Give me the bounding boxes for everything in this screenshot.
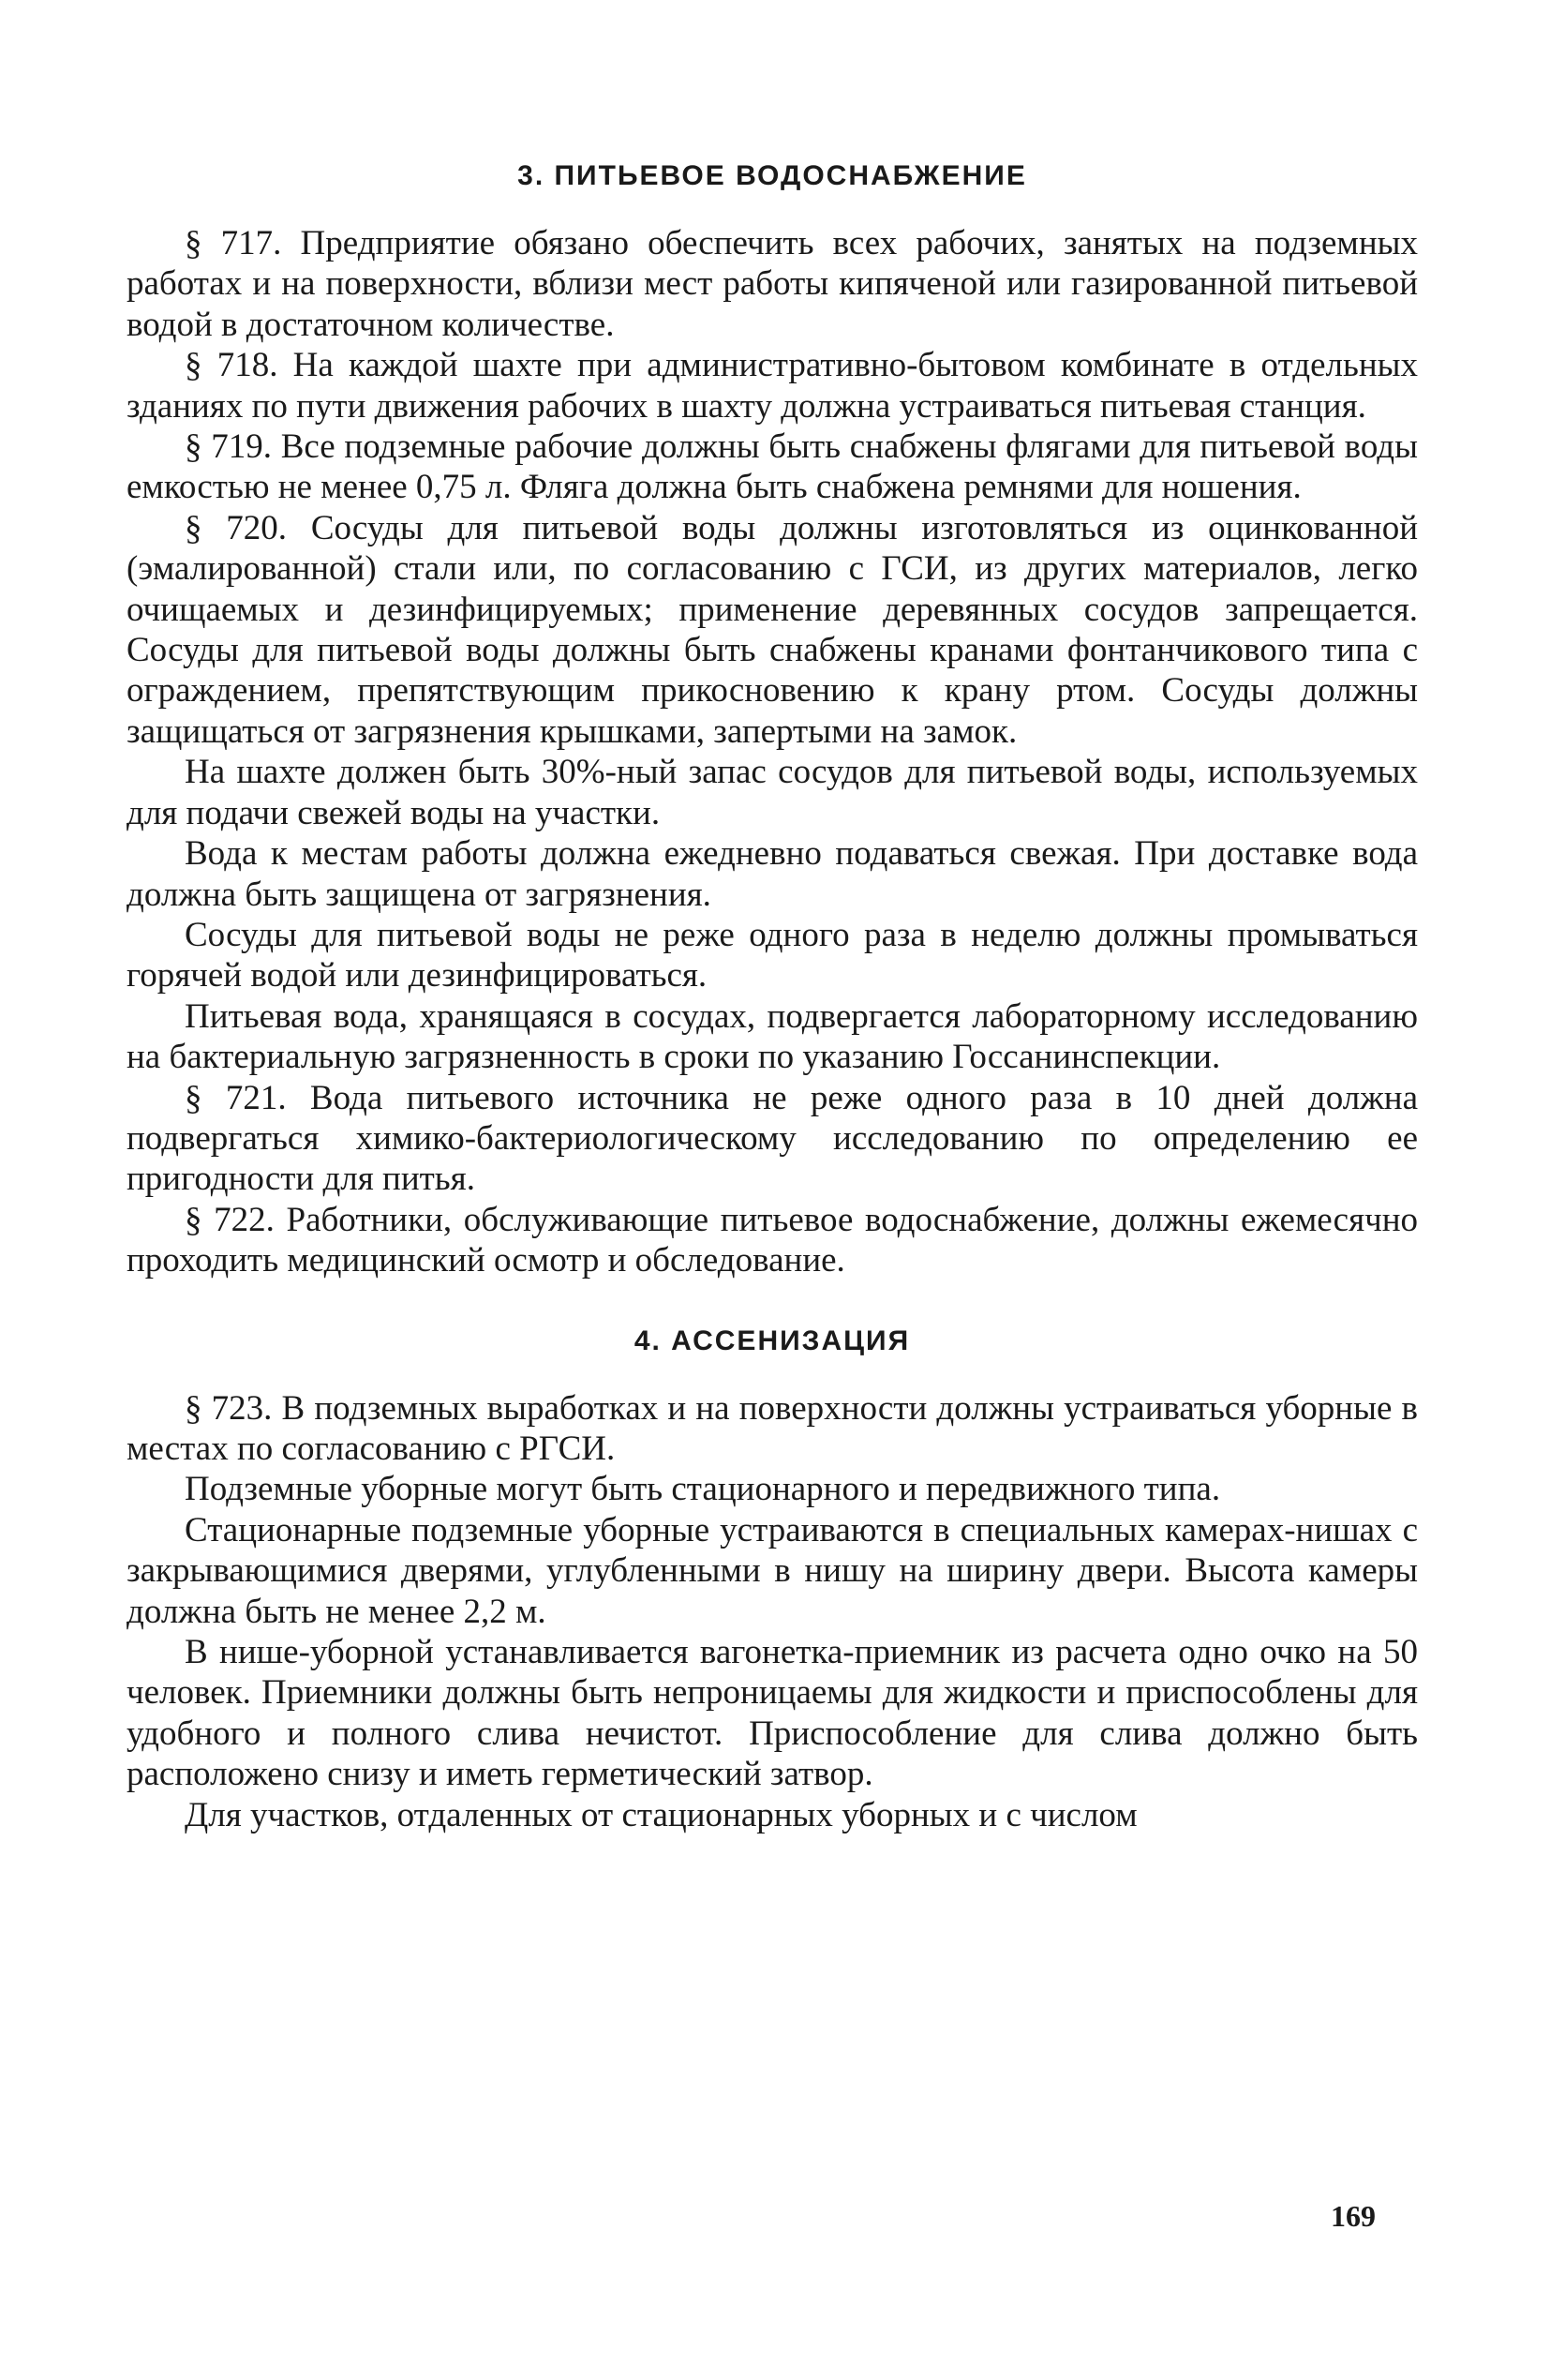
- paragraph-720-washing: Сосуды для питьевой воды не реже одного раза в неделю должны промываться горячей водой или дезинфицироваться.: [127, 915, 1418, 995]
- paragraph-718: § 718. На каждой шахте при административно-бытовом комбинате в отдельных зданиях по пути движения рабочих в шахту должна устраиваться питьевая станция.: [127, 346, 1418, 426]
- paragraph-717: § 717. Предприятие обязано обеспечить всех рабочих, занятых на подземных работах и на поверхности, вблизи мест работы кипяченой или газированной питьевой водой в достаточном количестве.: [127, 224, 1418, 344]
- paragraph-723: § 723. В подземных выработках и на поверхности должны устраиваться уборные в местах по согласованию с РГСИ.: [127, 1388, 1418, 1468]
- paragraph-723-types: Подземные уборные могут быть стационарного и передвижного типа.: [185, 1470, 1221, 1509]
- paragraph-723-remote-sections: Для участков, отдаленных от стационарных уборных и с числом: [185, 1795, 1138, 1834]
- paragraph-723-receiver: В нише-уборной устанавливается вагонетка-приемник из расчета одно очко на 50 человек. Приемники должны быть непроницаемы для жидкости и приспособлены для удобного и полного слива нечистот. Приспособление для слива должно быть расположено снизу и иметь герметический затвор.: [127, 1633, 1418, 1794]
- paragraph-720-lab-testing: Питьевая вода, хранящаяся в сосудах, подвергается лабораторному исследованию на бактериальную загрязненность в сроки по указанию Госсанинспекции.: [127, 996, 1418, 1077]
- page-number: 169: [1331, 2199, 1376, 2233]
- paragraph-722: § 722. Работники, обслуживающие питьевое водоснабжение, должны ежемесячно проходить медицинский осмотр и обследование.: [127, 1200, 1418, 1280]
- section-4-heading: 4. АССЕНИЗАЦИЯ: [633, 1325, 911, 1356]
- paragraph-719: § 719. Все подземные рабочие должны быть снабжены флягами для питьевой воды емкостью не менее 0,75 л. Фляга должна быть снабжена ремнями для ношения.: [127, 427, 1418, 507]
- document-page: [127, 141, 1418, 1835]
- paragraph-720-reserve-vessels: На шахте должен быть 30%-ный запас сосудов для питьевой воды, используемых для подачи свежей воды на участки.: [127, 753, 1418, 832]
- paragraph-720-fresh-water: Вода к местам работы должна ежедневно подаваться свежая. При доставке вода должна быть защищена от загрязнения.: [127, 834, 1418, 914]
- paragraph-723-stationary: Стационарные подземные уборные устраиваются в специальных камерах-нишах с закрывающимися дверями, углубленными в нишу на ширину двери. Высота камеры должна быть не менее 2,2 м.: [127, 1510, 1418, 1631]
- section-3-heading: 3. ПИТЬЕВОЕ ВОДОСНАБЖЕНИЕ: [517, 160, 1027, 191]
- paragraph-720: § 720. Сосуды для питьевой воды должны изготовляться из оцинкованной (эмалированной) стали или, по согласованию с ГСИ, из других материалов, легко очищаемых и дезинфицируемых; применение деревянных сосудов запрещается. Сосуды для питьевой воды должны быть снабжены кранами фонтанчикового типа с ограждением, препятствующим прикосновению к крану ртом. Сосуды должны защищаться от загрязнения крышками, запертыми на замок.: [127, 508, 1418, 751]
- paragraph-721: § 721. Вода питьевого источника не реже одного раза в 10 дней должна подвергаться химико-бактериологическому исследованию по определению ее пригодности для питья.: [127, 1078, 1418, 1199]
